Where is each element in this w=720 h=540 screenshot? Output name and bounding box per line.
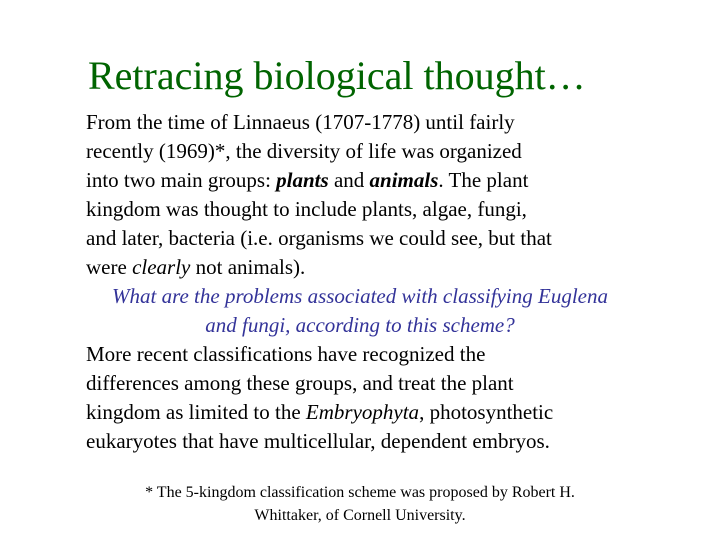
modern-line-3-start: kingdom as limited to the [86, 400, 306, 424]
intro-line-5: and later, bacteria (i.e. organisms we could see, but that [86, 226, 552, 250]
intro-line-2: recently (1969)*, the diversity of life was organized [86, 139, 522, 163]
intro-line-3-start: into two main groups: [86, 168, 277, 192]
question-line-1: What are the problems associated with classifying Euglena [112, 284, 608, 308]
plants-term: plants [276, 168, 329, 192]
clearly-emphasis: clearly [132, 255, 191, 279]
intro-line-4: kingdom was thought to include plants, algae, fungi, [86, 197, 527, 221]
discussion-question [60, 282, 660, 340]
embryophyta-term: Embryophyta [305, 400, 420, 424]
intro-line-6-end: not animals). [190, 255, 306, 279]
modern-line-4: eukaryotes that have multicellular, dependent embryos. [86, 429, 550, 453]
slide-title: Retracing biological thought… [88, 53, 586, 98]
intro-line-6 [86, 253, 646, 282]
modern-line-1: More recent classifications have recognized the [86, 342, 486, 366]
modern-line-3 [86, 398, 646, 427]
intro-line-1: From the time of Linnaeus (1707-1778) until fairly [86, 110, 515, 134]
intro-line-3-and: and [328, 168, 370, 192]
intro-line-6-start: were [86, 255, 133, 279]
footnote-line-2: Whittaker, of Cornell University. [254, 507, 466, 524]
modern-classification-paragraph [86, 340, 646, 456]
modern-line-3-end: , photosynthetic [419, 400, 554, 424]
question-line-2: and fungi, according to this scheme? [205, 313, 515, 337]
intro-line-3 [86, 166, 646, 195]
footnote [60, 481, 660, 527]
intro-paragraph [86, 108, 646, 282]
modern-line-2: differences among these groups, and treat the plant [86, 371, 514, 395]
animals-term: animals [369, 168, 439, 192]
intro-line-3-end: . The plant [438, 168, 529, 192]
footnote-line-1: * The 5-kingdom classification scheme was proposed by Robert H. [145, 484, 575, 501]
